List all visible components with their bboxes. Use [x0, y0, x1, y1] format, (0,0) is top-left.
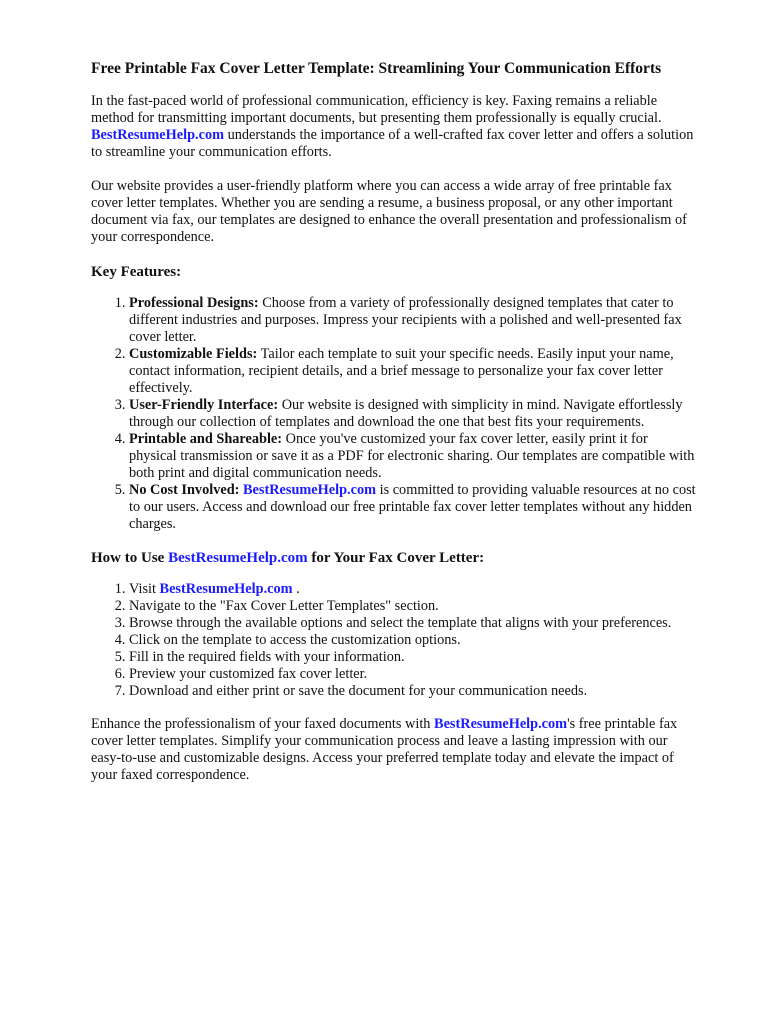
feature-item [129, 397, 698, 431]
feature-item [129, 431, 698, 482]
brand-link[interactable]: BestResumeHelp.com [91, 127, 225, 143]
feature-label: Customizable Fields: [129, 346, 258, 362]
feature-text: Tailor each template to suit your specific needs. Easily input your name, contact information, recipient details, and a brief message to personalize your fax cover letter effectively. [129, 346, 674, 396]
step-item [129, 581, 698, 598]
step-item: 7. Download and either print or save the document for your communication needs. [129, 683, 698, 700]
feature-text: Our website is designed with simplicity in mind. Navigate effortlessly through our collection of templates and download the one that best fits your requirements. [129, 397, 683, 430]
feature-text: Choose from a variety of professionally designed templates that cater to different industries and purposes. Impress your recipients with a polished and well-presented fax cover letter. [129, 295, 682, 345]
visit-suffix: . [296, 581, 300, 597]
closing-text: Enhance the professionalism of your faxed documents with [91, 716, 431, 732]
how-to-use-heading [91, 549, 698, 567]
feature-text: is committed to providing valuable resources at no cost to our users. Access and download our free printable fax cover letter templates without any hidden charges. [129, 482, 696, 532]
key-features-heading: Key Features: [91, 264, 182, 280]
step-item: 4. Click on the template to access the customization options. [129, 632, 698, 649]
features-list [91, 295, 698, 533]
feature-item [129, 482, 698, 533]
brand-link[interactable]: BestResumeHelp.com [168, 550, 308, 566]
step-item: 5. Fill in the required fields with your information. [129, 649, 698, 666]
closing-paragraph [91, 716, 698, 784]
brand-link[interactable]: BestResumeHelp.com [159, 581, 293, 597]
how-to-use-prefix: How to Use [91, 550, 165, 566]
intro-text: In the fast-paced world of professional communication, efficiency is key. Faxing remains a reliable method for transmitting important documents, but presenting them professionally is equally crucial. [91, 93, 662, 126]
visit-prefix: Visit [129, 581, 156, 597]
feature-text: Once you've customized your fax cover letter, easily print it for physical transmission or save it as a PDF for electronic sharing. Our templates are compatible with both print and digital communication needs. [129, 431, 695, 481]
feature-label: Printable and Shareable: [129, 431, 283, 447]
platform-paragraph: Our website provides a user-friendly platform where you can access a wide array of free printable fax cover letter templates. Whether you are sending a resume, a business proposal, or any other important document via fax, our templates are designed to enhance the overall presentation and professionalism of your correspondence. [91, 178, 687, 245]
steps-list [91, 581, 698, 700]
brand-link[interactable]: BestResumeHelp.com [243, 482, 377, 498]
step-item: 6. Preview your customized fax cover letter. [129, 666, 698, 683]
feature-label: User-Friendly Interface: [129, 397, 279, 413]
intro-text-continued: understands the importance of a well-crafted fax cover letter and offers a solution to streamline your communication efforts. [91, 127, 694, 160]
feature-item [129, 346, 698, 397]
step-item: 2. Navigate to the "Fax Cover Letter Templates" section. [129, 598, 698, 615]
feature-label: No Cost Involved: [129, 482, 240, 498]
feature-item [129, 295, 698, 346]
brand-link[interactable]: BestResumeHelp.com [434, 716, 568, 732]
closing-text-continued: 's free printable fax cover letter templates. Simplify your communication process and leave a lasting impression with our easy-to-use and customizable designs. Access your preferred template today and elevate the impact of your faxed correspondence. [91, 716, 678, 783]
intro-paragraph [91, 93, 698, 161]
step-item: 3. Browse through the available options and select the template that aligns with your preferences. [129, 615, 698, 632]
feature-label: Professional Designs: [129, 295, 259, 311]
document-title: Free Printable Fax Cover Letter Template: Streamlining Your Communication Efforts [91, 60, 662, 77]
how-to-use-suffix: for Your Fax Cover Letter: [311, 550, 485, 566]
